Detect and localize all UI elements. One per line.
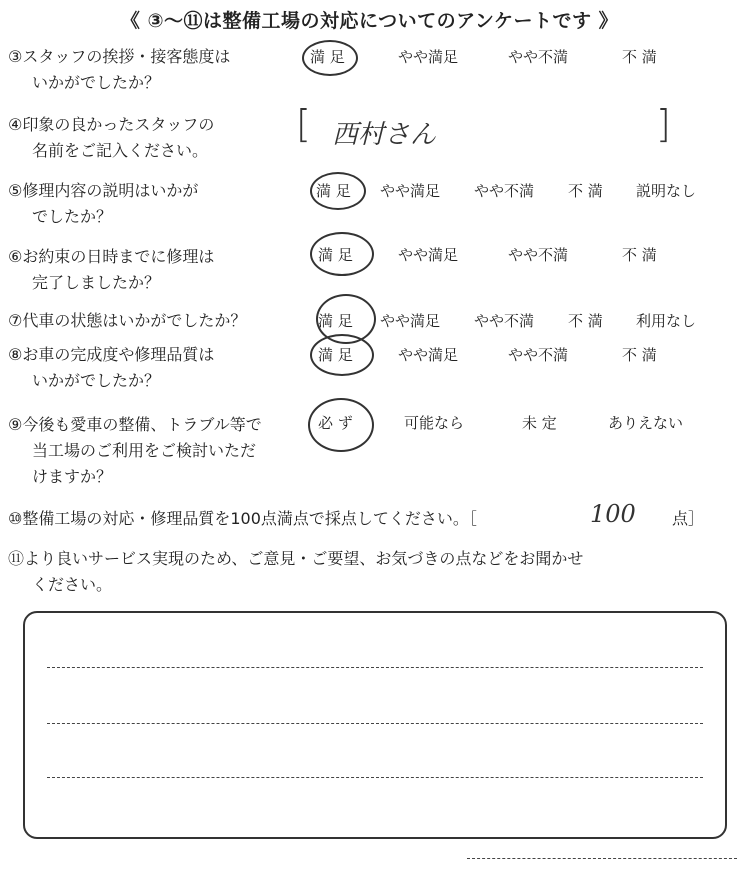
question-11-line-2: ください。 [32,575,113,594]
comment-line-1 [47,667,703,668]
q5-option-1[interactable]: 満 足 [316,182,351,200]
question-6-line-2: 完了しましたか？ [32,273,161,292]
q9-option-2[interactable]: 可能なら [404,414,465,432]
question-3-line-2: いかがでしたか？ [32,73,161,92]
bottom-divider [467,858,737,859]
page-title: 《 ③〜⑪は整備工場の対応についてのアンケートです 》 [120,10,619,32]
question-8-line-1: ⑧お車の完成度や修理品質は [8,345,215,364]
score-handwritten[interactable]: 100 [590,500,636,528]
question-9-line-1: ⑨今後も愛車の整備、トラブル等で [8,415,262,434]
question-4 [8,112,214,164]
question-11 [8,546,583,598]
q8-option-4[interactable]: 不 満 [622,346,657,364]
q6-option-1[interactable]: 満 足 [318,246,353,264]
question-3 [8,44,230,96]
q3-option-3[interactable]: やや不満 [508,48,569,66]
staff-name-handwritten[interactable]: 西村さん [332,120,437,150]
q5-option-3[interactable]: やや不満 [474,182,535,200]
comment-line-3 [47,777,703,778]
question-4-line-1: ④印象の良かったスタッフの [8,115,215,134]
q9-option-4[interactable]: ありえない [608,414,684,432]
question-9-line-2: 当工場のご利用をご検討いただ [32,441,257,460]
q7-option-3[interactable]: やや不満 [474,312,535,330]
question-10-text: ⑩整備工場の対応・修理品質を100点満点で採点してください。［ [8,509,477,528]
q6-option-3[interactable]: やや不満 [508,246,569,264]
answer-bracket-left: [ [296,102,311,146]
question-5-line-2: でしたか？ [32,207,113,226]
q5-option-5[interactable]: 説明なし [636,182,697,200]
q3-option-1[interactable]: 満 足 [310,48,345,66]
question-5-line-1: ⑤修理内容の説明はいかが [8,181,199,200]
question-11-line-1: ⑪より良いサービス実現のため、ご意見・ご要望、お気づきの点などをお聞かせ [8,549,584,568]
question-3-line-1: ③スタッフの挨拶・接客態度は [8,47,231,66]
answer-bracket-right: ] [656,102,671,146]
q7-option-4[interactable]: 不 満 [568,312,603,330]
question-8-line-2: いかがでしたか？ [32,371,161,390]
question-7 [8,308,246,334]
comment-box[interactable] [23,611,727,839]
q8-option-3[interactable]: やや不満 [508,346,569,364]
q9-option-1[interactable]: 必 ず [318,414,353,432]
question-9 [8,412,262,490]
q8-option-2[interactable]: やや満足 [398,346,459,364]
question-5 [8,178,198,230]
q6-option-4[interactable]: 不 満 [622,246,657,264]
q9-option-3[interactable]: 未 定 [522,414,557,432]
question-4-line-2: 名前をご記入ください。 [32,141,209,160]
comment-line-2 [47,723,703,724]
q3-option-4[interactable]: 不 満 [622,48,657,66]
q7-option-5[interactable]: 利用なし [636,312,697,330]
score-unit: 点］ [672,509,705,528]
question-7-line-1: ⑦代車の状態はいかがでしたか？ [8,311,247,330]
q6-option-2[interactable]: やや満足 [398,246,459,264]
q8-option-1[interactable]: 満 足 [318,346,353,364]
q7-option-1[interactable]: 満 足 [318,312,353,330]
q3-option-2[interactable]: やや満足 [398,48,459,66]
q7-option-2[interactable]: やや満足 [380,312,441,330]
question-6 [8,244,214,296]
question-8 [8,342,214,394]
q5-option-2[interactable]: やや満足 [380,182,441,200]
question-10 [8,506,477,532]
question-6-line-1: ⑥お約束の日時までに修理は [8,247,215,266]
question-9-line-3: けますか？ [32,467,113,486]
q5-option-4[interactable]: 不 満 [568,182,603,200]
